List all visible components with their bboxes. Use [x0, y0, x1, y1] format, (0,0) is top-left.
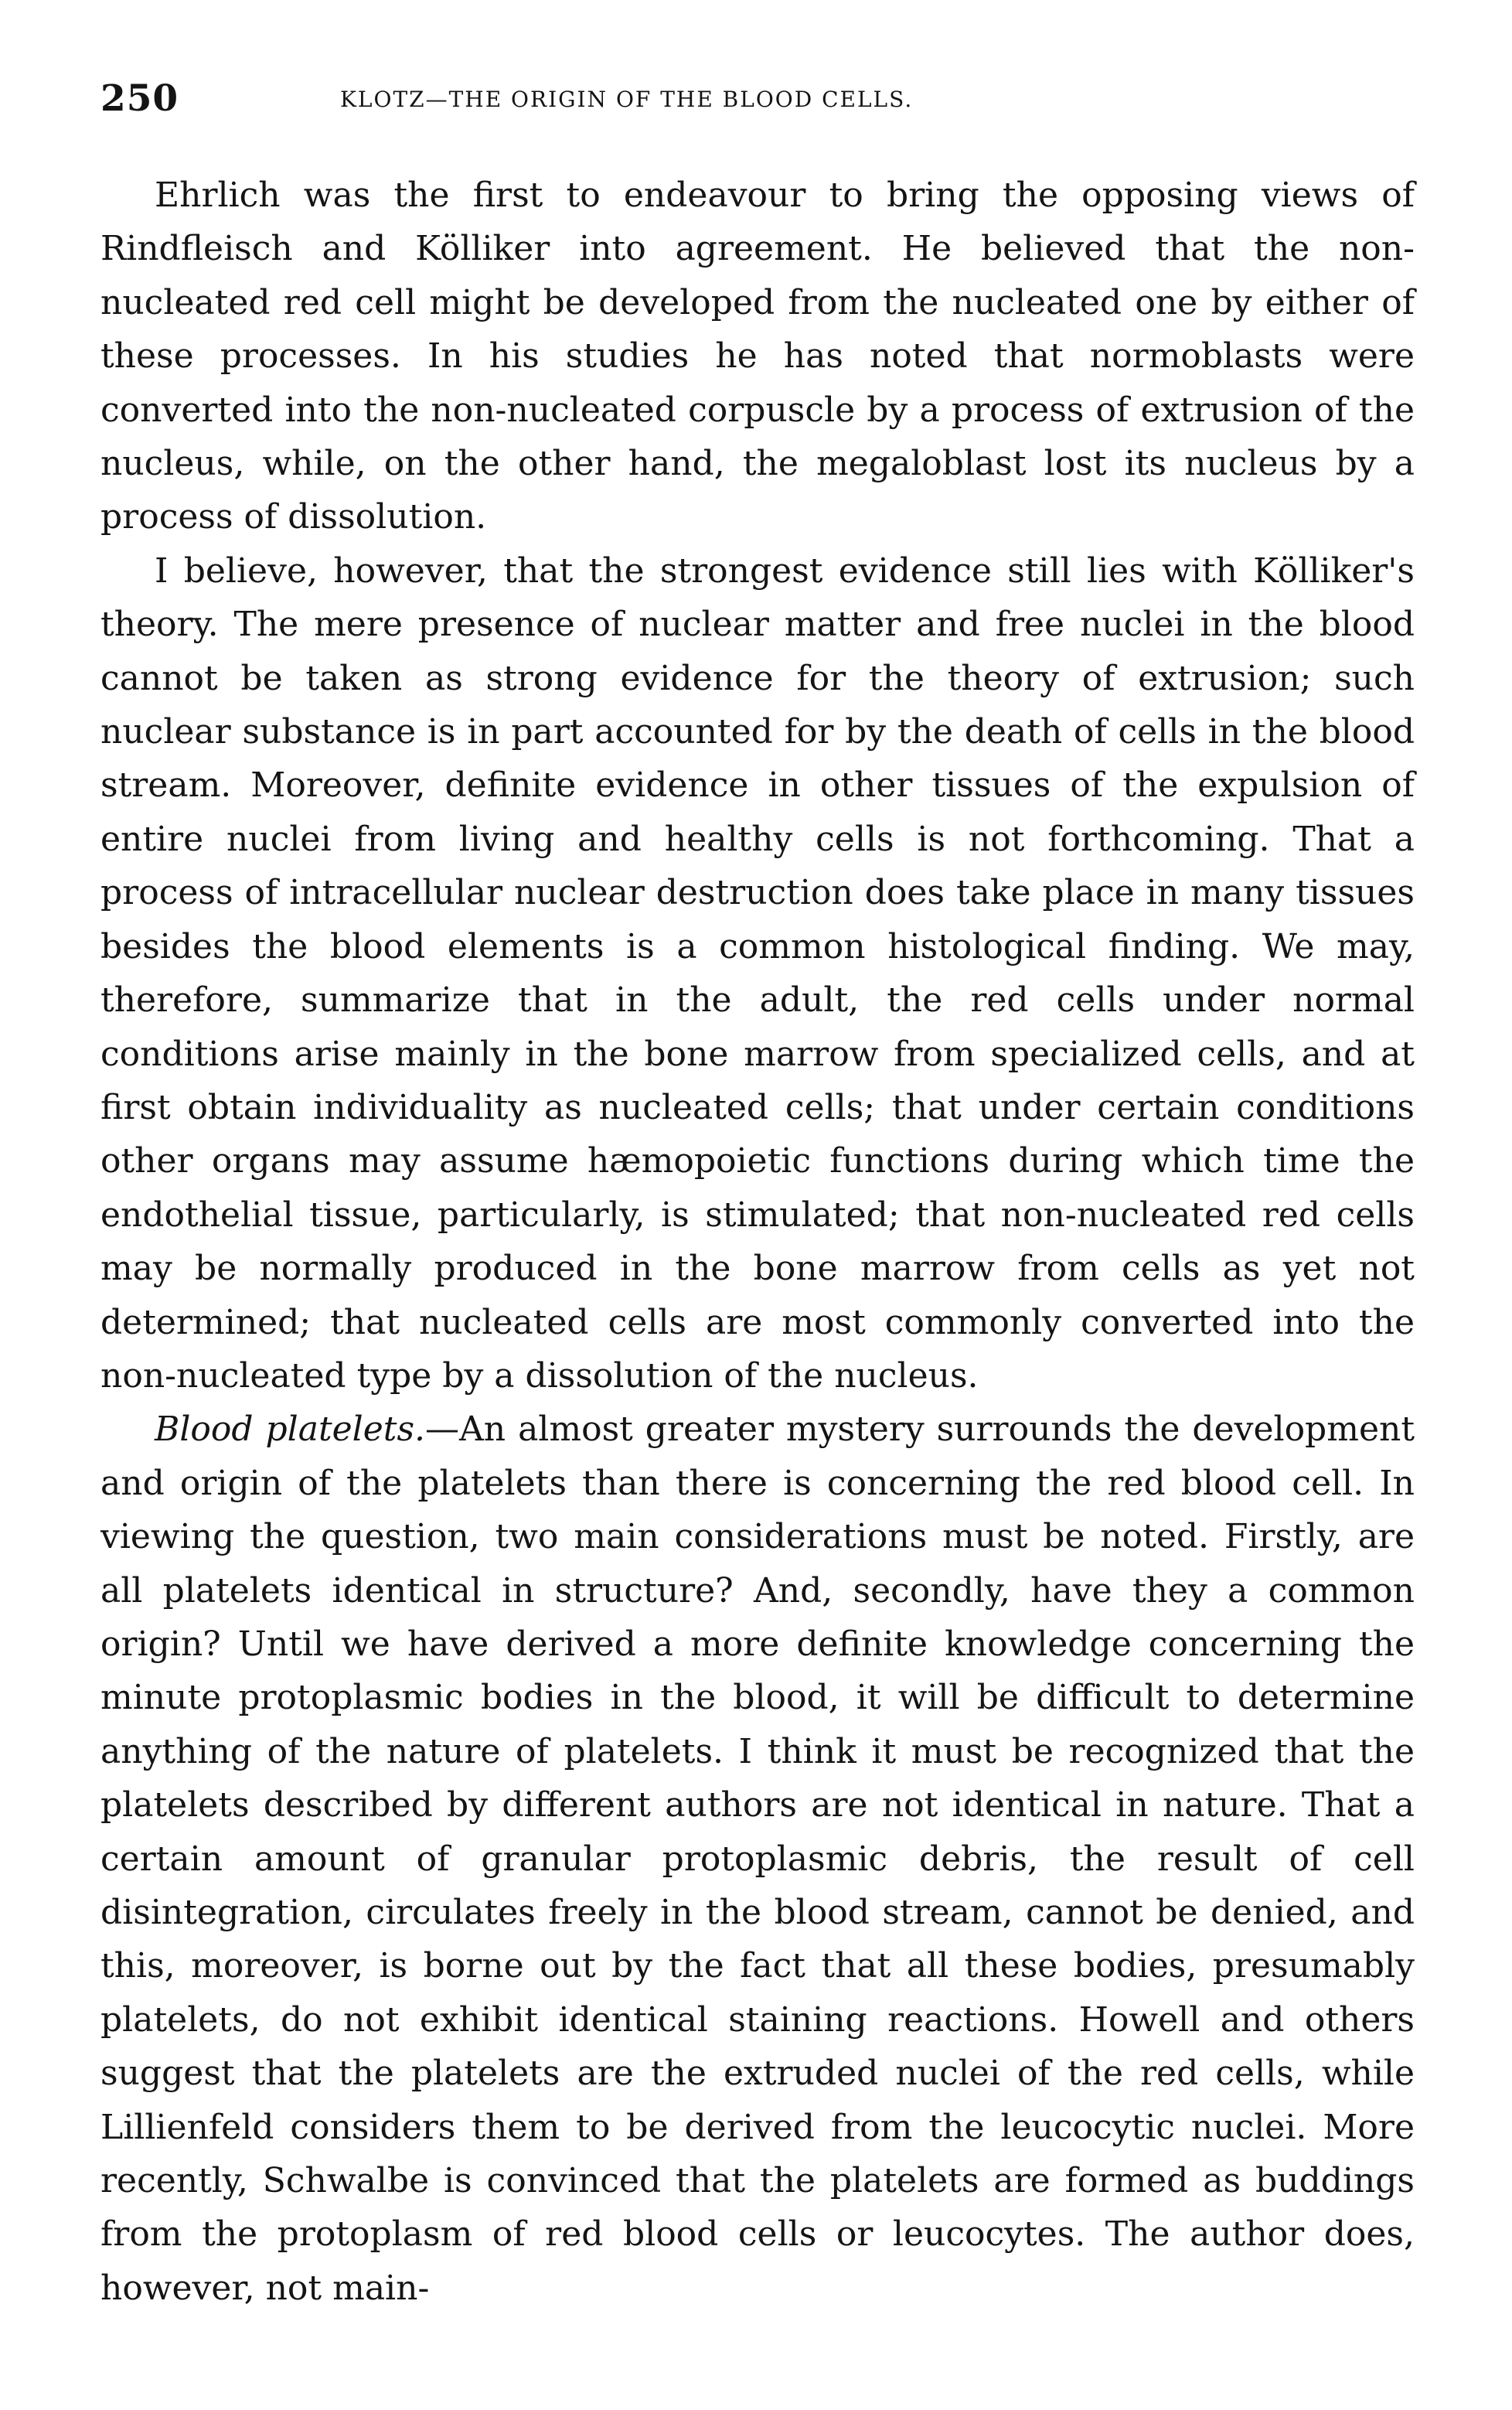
body-text [100, 169, 1415, 2315]
paragraph-blood-platelets [100, 1403, 1415, 2315]
running-title: KLOTZ—THE ORIGIN OF THE BLOOD CELLS. [340, 87, 914, 112]
paragraph-text: —An almost greater mystery surrounds the development and origin of the platelets than there is concerning the red blood cell. In viewing the question, two main considerations must be noted. Firstly, are all platelets identical in structure? And, secondly, have they a common origin? Until we have derived a more definite knowledge concerning the minute protoplasmic bodies in the blood, it will be difficult to determine anything of the nature of platelets. I think it must be recognized that the platelets described by different authors are not identical in nature. That a certain amount of granular protoplasmic debris, the result of cell disintegration, circulates freely in the blood stream, cannot be denied, and this, moreover, is borne out by the fact that all these bodies, presumably platelets, do not exhibit identical staining reactions. Howell and others suggest that the platelets are the extruded nuclei of the red cells, while Lillienfeld considers them to be derived from the leucocytic nuclei. More recently, Schwalbe is convinced that the platelets are formed as buddings from the protoplasm of red blood cells or leucocytes. The author does, however, not main- [100, 1410, 1415, 2308]
paragraph-text: I believe, however, that the strongest evidence still lies with Kölliker's theory. The mere presence of nuclear matter and free nuclei in the blood cannot be taken as strong evidence for the theory of extrusion; such nuclear substance is in part accounted for by the death of cells in the blood stream. Moreover, definite evidence in other tissues of the expulsion of entire nuclei from living and healthy cells is not forthcoming. That a process of intracellular nuclear destruction does take place in many tissues besides the blood elements is a common histological finding. We may, therefore, summarize that in the adult, the red cells under normal conditions arise mainly in the bone marrow from specialized cells, and at first obtain individuality as nucleated cells; that under certain conditions other organs may assume hæmopoietic functions during which time the endothelial tissue, particularly, is stimulated; that non-nucleated red cells may be normally produced in the bone marrow from cells as yet not determined; that nucleated cells are most commonly converted into the non-nucleated type by a dissolution of the nucleus. [100, 551, 1415, 1396]
paragraph-text: Ehrlich was the first to endeavour to bring the opposing views of Rindfleisch and Kölliker into agreement. He believed that the non-nucleated red cell might be developed from the nucleated one by either of these processes. In his studies he has noted that normoblasts were converted into the non-nucleated corpuscle by a process of extrusion of the nucleus, while, on the other hand, the megaloblast lost its nucleus by a process of dissolution. [100, 176, 1415, 537]
page-number: 250 [100, 77, 179, 120]
running-head [100, 77, 1415, 138]
paragraph-kolliker-theory [100, 544, 1415, 1403]
book-page [100, 77, 1415, 2315]
paragraph-ehrlich [100, 169, 1415, 544]
section-side-heading: Blood platelets. [155, 1410, 426, 1450]
